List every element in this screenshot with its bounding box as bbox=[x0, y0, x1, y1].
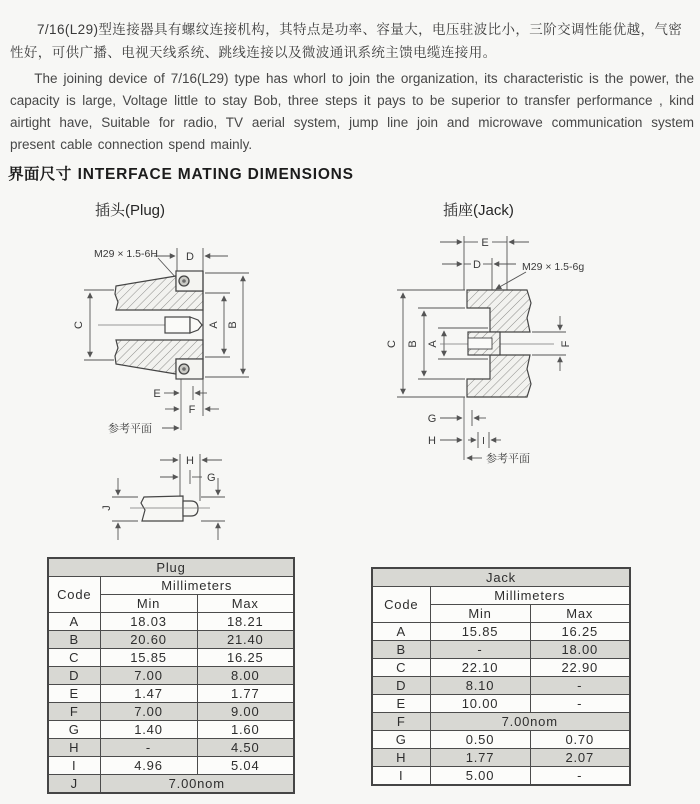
pin-body bbox=[130, 496, 210, 521]
row-min: 18.03 bbox=[100, 613, 197, 631]
row-max: 9.00 bbox=[197, 703, 294, 721]
row-min: 7.00 bbox=[100, 667, 197, 685]
table-row bbox=[372, 641, 630, 659]
row-code: I bbox=[372, 767, 430, 786]
row-code: A bbox=[372, 623, 430, 641]
row-code: F bbox=[48, 703, 100, 721]
row-max: 1.60 bbox=[197, 721, 294, 739]
row-span-value: 7.00nom bbox=[100, 775, 294, 794]
row-min: 1.77 bbox=[430, 749, 530, 767]
row-code: B bbox=[372, 641, 430, 659]
plug-thread-label: M29 × 1.5-6H bbox=[94, 248, 158, 260]
row-min: 1.47 bbox=[100, 685, 197, 703]
jack-table-code-header: Code bbox=[372, 587, 430, 623]
row-code: D bbox=[372, 677, 430, 695]
jack-thread-label: M29 × 1.5-6g bbox=[522, 261, 585, 273]
row-code: F bbox=[372, 713, 430, 731]
row-code: C bbox=[48, 649, 100, 667]
row-max: - bbox=[530, 767, 630, 786]
table-row bbox=[372, 677, 630, 695]
row-min: 0.50 bbox=[430, 731, 530, 749]
jack-table-title: Jack bbox=[372, 568, 630, 587]
table-row bbox=[48, 631, 294, 649]
section-heading-english: INTERFACE MATING DIMENSIONS bbox=[77, 166, 354, 183]
jack-diagram-label: 插座(Jack) bbox=[443, 202, 514, 219]
row-span-value: 7.00nom bbox=[430, 713, 630, 731]
pin-dim-j: J bbox=[101, 505, 113, 511]
table-row bbox=[48, 685, 294, 703]
jack-dim-c: C bbox=[386, 340, 398, 348]
plug-dim-b: B bbox=[227, 321, 239, 329]
row-max: 18.00 bbox=[530, 641, 630, 659]
jack-upper-wall bbox=[467, 290, 531, 332]
row-min: - bbox=[430, 641, 530, 659]
row-min: - bbox=[100, 739, 197, 757]
jack-table-min-header: Min bbox=[430, 605, 530, 623]
jack-dim-a: A bbox=[427, 340, 439, 348]
row-code: C bbox=[372, 659, 430, 677]
jack-ref-plane-label: 参考平面 bbox=[486, 453, 530, 465]
row-min: 10.00 bbox=[430, 695, 530, 713]
jack-dim-g: G bbox=[427, 413, 437, 425]
plug-pin-tip bbox=[190, 317, 202, 333]
plug-table-min-header: Min bbox=[100, 595, 197, 613]
table-row-span bbox=[48, 775, 294, 794]
table-row bbox=[372, 767, 630, 786]
row-code: G bbox=[48, 721, 100, 739]
table-row bbox=[48, 667, 294, 685]
plug-body-section bbox=[98, 271, 203, 379]
plug-ref-plane-label: 参考平面 bbox=[108, 423, 152, 435]
pin-dim-h: H bbox=[186, 455, 194, 467]
row-max: 4.50 bbox=[197, 739, 294, 757]
table-row bbox=[48, 649, 294, 667]
table-row bbox=[372, 749, 630, 767]
section-heading-chinese: 界面尺寸 bbox=[8, 166, 72, 183]
jack-lower-wall bbox=[467, 355, 531, 397]
row-min: 15.85 bbox=[100, 649, 197, 667]
row-max: - bbox=[530, 695, 630, 713]
row-code: E bbox=[48, 685, 100, 703]
row-code: A bbox=[48, 613, 100, 631]
row-max: 18.21 bbox=[197, 613, 294, 631]
plug-dim-d: D bbox=[186, 251, 194, 263]
row-max: 2.07 bbox=[530, 749, 630, 767]
table-row bbox=[372, 623, 630, 641]
row-max: 21.40 bbox=[197, 631, 294, 649]
row-code: H bbox=[48, 739, 100, 757]
plug-gasket-top-core bbox=[182, 279, 186, 283]
jack-dim-b: B bbox=[407, 340, 419, 348]
row-max: 0.70 bbox=[530, 731, 630, 749]
plug-cross-section-diagram bbox=[70, 230, 350, 442]
row-max: - bbox=[530, 677, 630, 695]
row-max: 8.00 bbox=[197, 667, 294, 685]
row-max: 16.25 bbox=[530, 623, 630, 641]
row-max: 5.04 bbox=[197, 757, 294, 775]
plug-table-title: Plug bbox=[48, 558, 294, 577]
jack-table-max-header: Max bbox=[530, 605, 630, 623]
plug-dim-e: E bbox=[153, 388, 161, 400]
plug-pin-side-view-diagram bbox=[70, 450, 350, 555]
jack-dim-i: I bbox=[482, 436, 485, 447]
row-code: I bbox=[48, 757, 100, 775]
jack-cross-section-diagram bbox=[388, 228, 688, 473]
plug-dimension-lines bbox=[84, 248, 249, 430]
table-row bbox=[48, 739, 294, 757]
jack-dim-f: F bbox=[560, 340, 572, 348]
table-row bbox=[48, 703, 294, 721]
plug-dim-a: A bbox=[208, 321, 220, 329]
row-max: 22.90 bbox=[530, 659, 630, 677]
row-max: 1.77 bbox=[197, 685, 294, 703]
pin-tip bbox=[183, 501, 198, 516]
table-row bbox=[48, 613, 294, 631]
plug-gasket-bottom-core bbox=[182, 367, 186, 371]
plug-table-unit-header: Millimeters bbox=[100, 577, 294, 595]
plug-diagram-label: 插头(Plug) bbox=[95, 202, 166, 219]
plug-dimension-table bbox=[47, 557, 295, 794]
row-min: 8.10 bbox=[430, 677, 530, 695]
plug-table-max-header: Max bbox=[197, 595, 294, 613]
row-min: 4.96 bbox=[100, 757, 197, 775]
jack-dim-h: H bbox=[428, 435, 436, 447]
plug-center-pin bbox=[165, 317, 190, 333]
table-row bbox=[372, 731, 630, 749]
plug-table-code-header: Code bbox=[48, 577, 100, 613]
jack-body-section bbox=[440, 290, 554, 397]
pin-dim-g: G bbox=[207, 472, 216, 484]
row-code: G bbox=[372, 731, 430, 749]
row-min: 20.60 bbox=[100, 631, 197, 649]
row-min: 7.00 bbox=[100, 703, 197, 721]
plug-dim-c: C bbox=[73, 321, 85, 329]
plug-dim-f: F bbox=[188, 404, 196, 416]
table-row bbox=[372, 659, 630, 677]
pin-shaft bbox=[141, 496, 183, 521]
section-heading bbox=[8, 162, 354, 184]
jack-dim-d: D bbox=[473, 259, 481, 271]
row-code: H bbox=[372, 749, 430, 767]
jack-table-unit-header: Millimeters bbox=[430, 587, 630, 605]
row-min: 1.40 bbox=[100, 721, 197, 739]
row-code: D bbox=[48, 667, 100, 685]
table-row bbox=[48, 757, 294, 775]
row-min: 5.00 bbox=[430, 767, 530, 786]
table-row bbox=[48, 721, 294, 739]
table-row bbox=[372, 695, 630, 713]
row-code: B bbox=[48, 631, 100, 649]
row-min: 15.85 bbox=[430, 623, 530, 641]
intro-paragraph-english: The joining device of 7/16(L29) type has whorl to join the organization, its characteristic is the power, the capacity is large, Voltage little to stay Bob, three steps it pays to be superior to transfer performance , kind airtight have, Suitable for radio, TV aerial system, jump line join and microwave communication system present cable connection spend mainly. bbox=[10, 70, 694, 152]
intro-paragraph-chinese: 7/16(L29)型连接器具有螺纹连接机构，其特点是功率、容量大，电压驻波比小，三阶交调性能优越，气密性好，可供广播、电视天线系统、跳线连接以及微波通讯系统主馈电缆连接用。 bbox=[10, 21, 683, 60]
row-code: J bbox=[48, 775, 100, 794]
row-max: 16.25 bbox=[197, 649, 294, 667]
jack-dim-e: E bbox=[481, 237, 489, 249]
row-code: E bbox=[372, 695, 430, 713]
table-row-span bbox=[372, 713, 630, 731]
jack-socket-slot bbox=[468, 338, 492, 349]
jack-dimension-table bbox=[371, 567, 631, 786]
row-min: 22.10 bbox=[430, 659, 530, 677]
